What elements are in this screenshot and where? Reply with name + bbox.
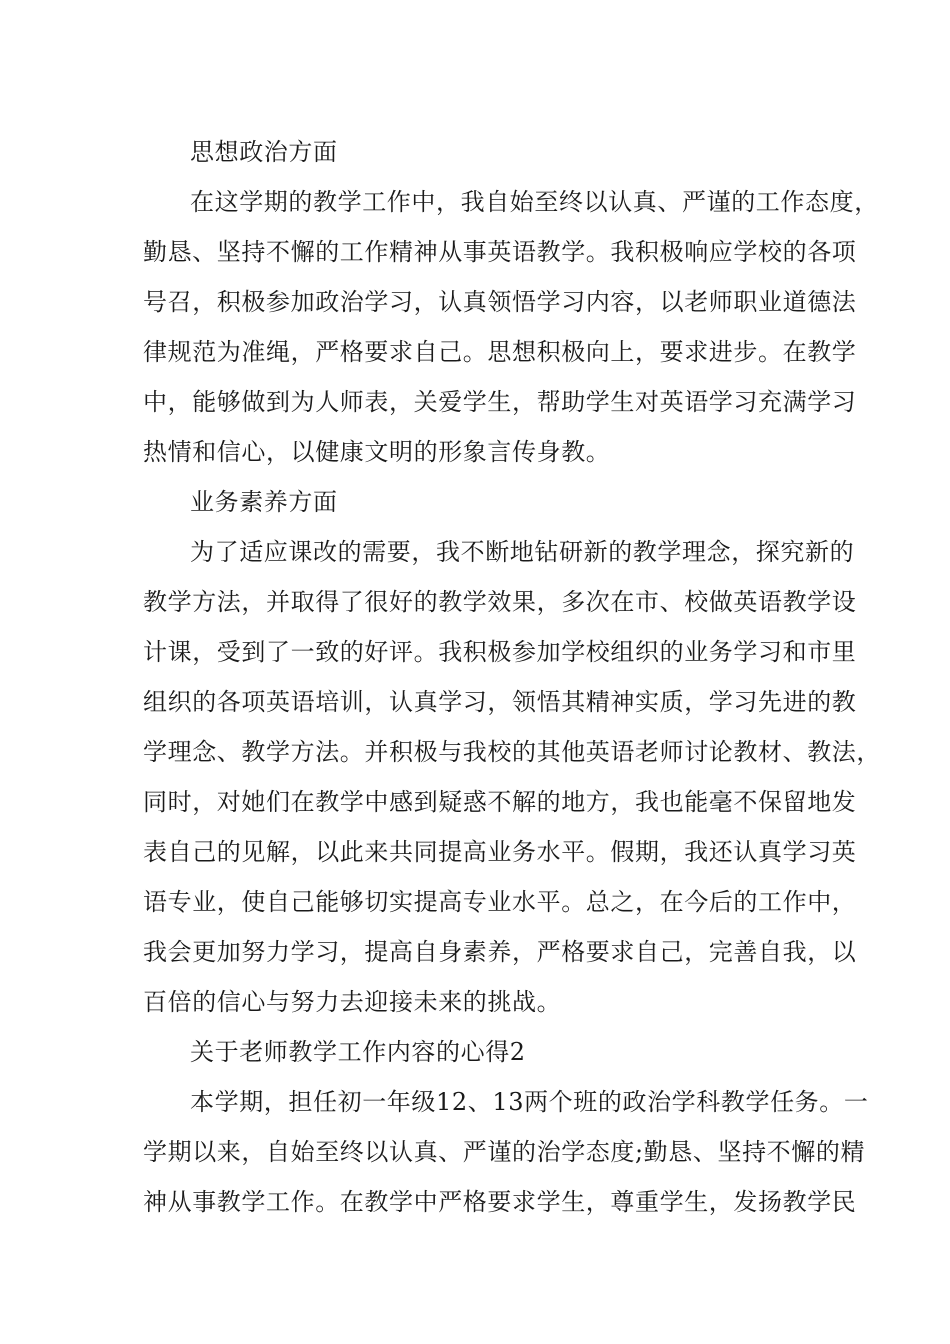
text-line: 组织的各项英语培训，认真学习，领悟其精神实质，学习先进的教 bbox=[143, 688, 857, 716]
heading-section-2: 关于老师教学工作内容的心得2 bbox=[190, 1038, 526, 1066]
text-line: 中，能够做到为人师表，关爱学生，帮助学生对英语学习充满学习 bbox=[143, 388, 857, 416]
text-line: 教学方法，并取得了很好的教学效果，多次在市、校做英语教学设 bbox=[143, 588, 857, 616]
text-line: 我会更加努力学习，提高自身素养，严格要求自己，完善自我，以 bbox=[143, 938, 857, 966]
text-line: 百倍的信心与努力去迎接未来的挑战。 bbox=[143, 988, 562, 1016]
text-line: 学期以来，自始至终以认真、严谨的治学态度;勤恳、坚持不懈的精 bbox=[143, 1138, 866, 1166]
text-line: 勤恳、坚持不懈的工作精神从事英语教学。我积极响应学校的各项 bbox=[143, 238, 857, 266]
text-line: 同时，对她们在教学中感到疑惑不解的地方，我也能毫不保留地发 bbox=[143, 788, 857, 816]
text-line: 号召，积极参加政治学习，认真领悟学习内容，以老师职业道德法 bbox=[143, 288, 857, 316]
text-line: 计课，受到了一致的好评。我积极参加学校组织的业务学习和市里 bbox=[143, 638, 857, 666]
text-line: 本学期，担任初一年级12、13两个班的政治学科教学任务。一 bbox=[190, 1088, 869, 1116]
text-line: 律规范为准绳，严格要求自己。思想积极向上，要求进步。在教学 bbox=[143, 338, 857, 366]
heading-ideology: 思想政治方面 bbox=[190, 138, 338, 166]
heading-professional: 业务素养方面 bbox=[190, 488, 338, 516]
text-line: 学理念、教学方法。并积极与我校的其他英语老师讨论教材、教法， bbox=[143, 738, 881, 766]
text-line: 热情和信心，以健康文明的形象言传身教。 bbox=[143, 438, 611, 466]
text-line: 在这学期的教学工作中，我自始至终以认真、严谨的工作态度， bbox=[190, 188, 879, 216]
text-line: 语专业，使自己能够切实提高专业水平。总之，在今后的工作中， bbox=[143, 888, 857, 916]
text-line: 为了适应课改的需要，我不断地钻研新的教学理念，探究新的 bbox=[190, 538, 855, 566]
text-line: 表自己的见解，以此来共同提高业务水平。假期，我还认真学习英 bbox=[143, 838, 857, 866]
text-line: 神从事教学工作。在教学中严格要求学生，尊重学生，发扬教学民 bbox=[143, 1188, 857, 1216]
